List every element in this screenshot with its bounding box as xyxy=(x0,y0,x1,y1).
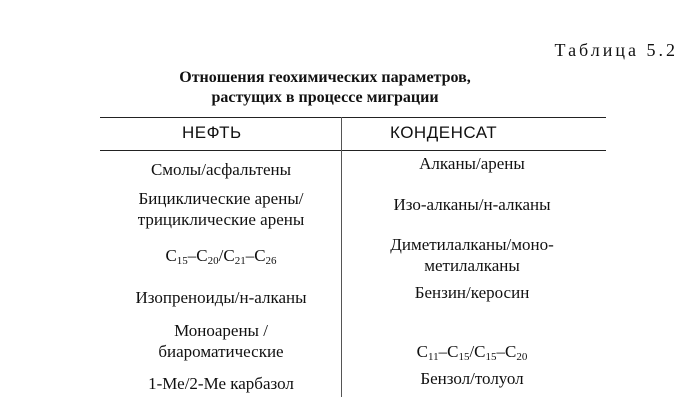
table-top-rule xyxy=(100,117,606,118)
cell-text-line-1: Бициклические арены/ xyxy=(138,189,304,208)
cell-oil-row-2 xyxy=(110,188,332,230)
cell-oil-row-4 xyxy=(110,287,332,308)
cell-text-line-2: метилалканы xyxy=(424,256,520,275)
cell-text-line-2: трициклические арены xyxy=(137,210,305,229)
caption-line-1: Отношения геохимических параметров, xyxy=(179,69,471,86)
cell-condensate-row-2 xyxy=(352,194,592,215)
cell-text: Алканы/арены xyxy=(419,154,525,173)
cell-oil-row-3 xyxy=(110,245,332,266)
header-oil: НЕФТЬ xyxy=(182,123,242,142)
cell-oil-row-1 xyxy=(110,159,332,180)
cell-text: Бензин/керосин xyxy=(414,283,530,302)
cell-oil-row-5 xyxy=(110,320,332,362)
cell-text: 1-Ме/2-Ме карбазол xyxy=(148,374,294,393)
cell-condensate-row-4 xyxy=(352,282,592,303)
table-number: Таблица 5.2 xyxy=(554,40,678,60)
formula-c15-c26: $C_{15}-C_{20}/C_{21}-C_{26}$ xyxy=(165,246,277,267)
header-condensate: КОНДЕНСАТ xyxy=(390,123,498,142)
header-bottom-rule xyxy=(100,150,606,151)
cell-text-line-2: биароматические xyxy=(158,342,284,361)
cell-condensate-row-6 xyxy=(352,368,592,389)
formula-c11-c20: $C_{11}-C_{15}/C_{15}-C_{20}$ xyxy=(416,342,528,363)
cell-text: Смолы/асфальтены xyxy=(150,160,292,179)
cell-text: Бензол/толуол xyxy=(420,369,524,388)
cell-condensate-row-5 xyxy=(352,341,592,362)
cell-text: Изо-алканы/н-алканы xyxy=(393,195,551,214)
cell-text-line-1: Моноарены / xyxy=(174,321,268,340)
table-caption xyxy=(120,68,530,108)
caption-line-2: растущих в процессе миграции xyxy=(211,89,439,106)
cell-text: Изопреноиды/н-алканы xyxy=(135,288,307,307)
column-divider xyxy=(341,117,342,397)
cell-oil-row-6 xyxy=(110,373,332,394)
cell-condensate-row-1 xyxy=(352,153,592,174)
cell-text-line-1: Диметилалканы/моно- xyxy=(390,235,554,254)
cell-condensate-row-3 xyxy=(352,234,592,276)
